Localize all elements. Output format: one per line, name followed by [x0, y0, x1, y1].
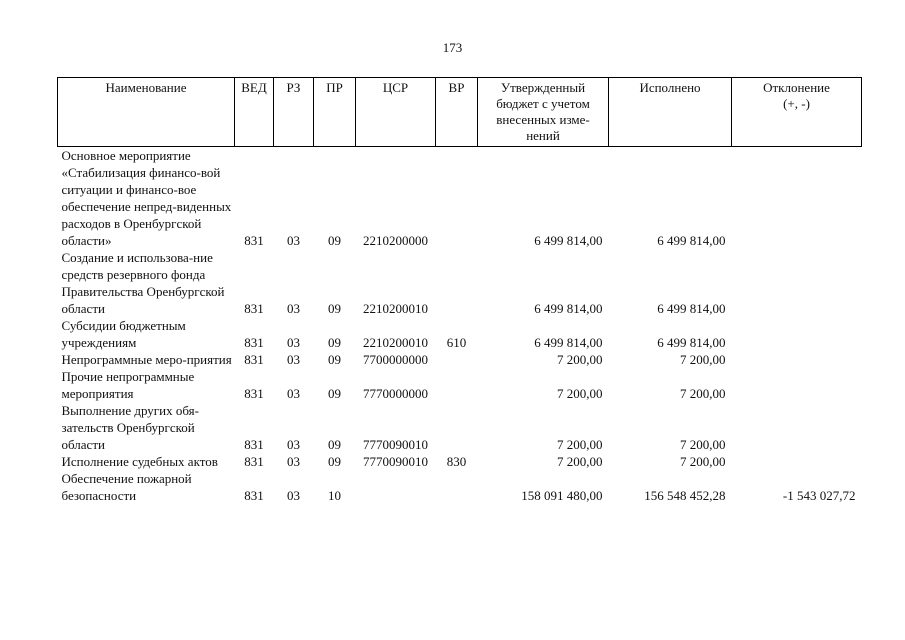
cell-pr: 09: [328, 352, 341, 367]
cell-csr: 7700000000: [363, 352, 428, 367]
cell-pr: 09: [328, 233, 341, 248]
cell-csr: 2210200010: [363, 301, 428, 316]
col-header-csr: ЦСР: [356, 78, 436, 147]
cell-deviation: [732, 402, 862, 453]
cell-csr: 7770000000: [363, 386, 428, 401]
cell-deviation: [732, 368, 862, 402]
cell-csr: 2210200010: [363, 335, 428, 350]
cell-vr: 830: [446, 454, 467, 469]
col-header-vr: ВР: [436, 78, 478, 147]
cell-rz: 03: [287, 335, 300, 350]
cell-rz: 03: [287, 488, 300, 503]
cell-rz: 03: [287, 454, 300, 469]
cell-vr: [436, 249, 478, 317]
cell-deviation: [732, 453, 862, 470]
cell-name: Субсидии бюджетным учреждениям: [61, 318, 186, 350]
cell-deviation: [732, 317, 862, 351]
cell-executed: 156 548 452,28: [644, 488, 726, 503]
cell-approved: 7 200,00: [557, 454, 603, 469]
table-row: [58, 351, 862, 368]
col-header-ved: ВЕД: [235, 78, 274, 147]
cell-ved: 831: [244, 233, 264, 248]
cell-name: Прочие непрограммные мероприятия: [61, 369, 195, 401]
cell-executed: 6 499 814,00: [657, 335, 726, 350]
cell-executed: 7 200,00: [680, 352, 726, 367]
cell-csr: 2210200000: [363, 233, 428, 248]
table-row: [58, 249, 862, 317]
cell-rz: 03: [287, 233, 300, 248]
cell-rz: 03: [287, 352, 300, 367]
cell-approved: 7 200,00: [557, 437, 603, 452]
cell-approved: 6 499 814,00: [534, 233, 603, 248]
budget-table: [57, 77, 862, 504]
col-header-approved-budget: Утвержденный бюджет с учетом внесенных изме- нений: [478, 78, 609, 147]
cell-executed: 7 200,00: [680, 454, 726, 469]
cell-name: Выполнение других обя-зательств Оренбургской области: [61, 403, 199, 452]
cell-rz: 03: [287, 386, 300, 401]
cell-ved: 831: [244, 437, 264, 452]
cell-approved: 7 200,00: [557, 386, 603, 401]
cell-pr: 09: [328, 386, 341, 401]
cell-approved: 7 200,00: [557, 352, 603, 367]
page-number: 173: [442, 40, 463, 55]
table-row: [58, 147, 862, 250]
cell-ved: 831: [244, 301, 264, 316]
cell-pr: 10: [328, 488, 341, 503]
cell-approved: 6 499 814,00: [534, 335, 603, 350]
cell-executed: 7 200,00: [680, 437, 726, 452]
cell-name: Основное мероприятие «Стабилизация финансо-вой ситуации и финансо-вое обеспечение непред-виденных расходов в Оренбургской области»: [61, 148, 232, 248]
col-header-executed: Исполнено: [609, 78, 732, 147]
cell-vr: [436, 368, 478, 402]
cell-executed: 6 499 814,00: [657, 233, 726, 248]
cell-pr: 09: [328, 454, 341, 469]
table-row: [58, 470, 862, 504]
cell-ved: 831: [244, 454, 264, 469]
cell-ved: 831: [244, 335, 264, 350]
cell-vr: [436, 402, 478, 453]
cell-pr: 09: [328, 335, 341, 350]
cell-deviation: [732, 351, 862, 368]
cell-csr: 7770090010: [363, 454, 428, 469]
cell-csr: 7770090010: [363, 437, 428, 452]
cell-pr: 09: [328, 301, 341, 316]
table-body: [58, 147, 862, 505]
cell-vr: 610: [446, 335, 467, 350]
cell-vr: [436, 147, 478, 250]
table-row: [58, 402, 862, 453]
cell-executed: 6 499 814,00: [657, 301, 726, 316]
cell-name: Непрограммные меро-приятия: [61, 352, 232, 367]
cell-ved: 831: [244, 386, 264, 401]
table-row: [58, 317, 862, 351]
col-header-rz: РЗ: [274, 78, 314, 147]
cell-ved: 831: [244, 352, 264, 367]
table-header-row: [58, 78, 862, 147]
cell-deviation: -1 543 027,72: [782, 488, 856, 503]
cell-name: Исполнение судебных актов: [61, 454, 218, 469]
cell-name: Обеспечение пожарной безопасности: [61, 471, 192, 503]
cell-name: Создание и использова-ние средств резервного фонда Правительства Оренбургской области: [61, 250, 225, 316]
cell-executed: 7 200,00: [680, 386, 726, 401]
cell-pr: 09: [328, 437, 341, 452]
cell-csr: [356, 470, 436, 504]
col-header-pr: ПР: [314, 78, 356, 147]
col-header-deviation: Отклонение (+, -): [732, 78, 862, 147]
cell-approved: 6 499 814,00: [534, 301, 603, 316]
table-row: [58, 453, 862, 470]
cell-ved: 831: [244, 488, 264, 503]
cell-rz: 03: [287, 437, 300, 452]
cell-vr: [436, 351, 478, 368]
table-row: [58, 368, 862, 402]
cell-rz: 03: [287, 301, 300, 316]
cell-vr: [436, 470, 478, 504]
col-header-name: Наименование: [58, 78, 235, 147]
cell-approved: 158 091 480,00: [521, 488, 603, 503]
cell-deviation: [732, 147, 862, 250]
cell-deviation: [732, 249, 862, 317]
